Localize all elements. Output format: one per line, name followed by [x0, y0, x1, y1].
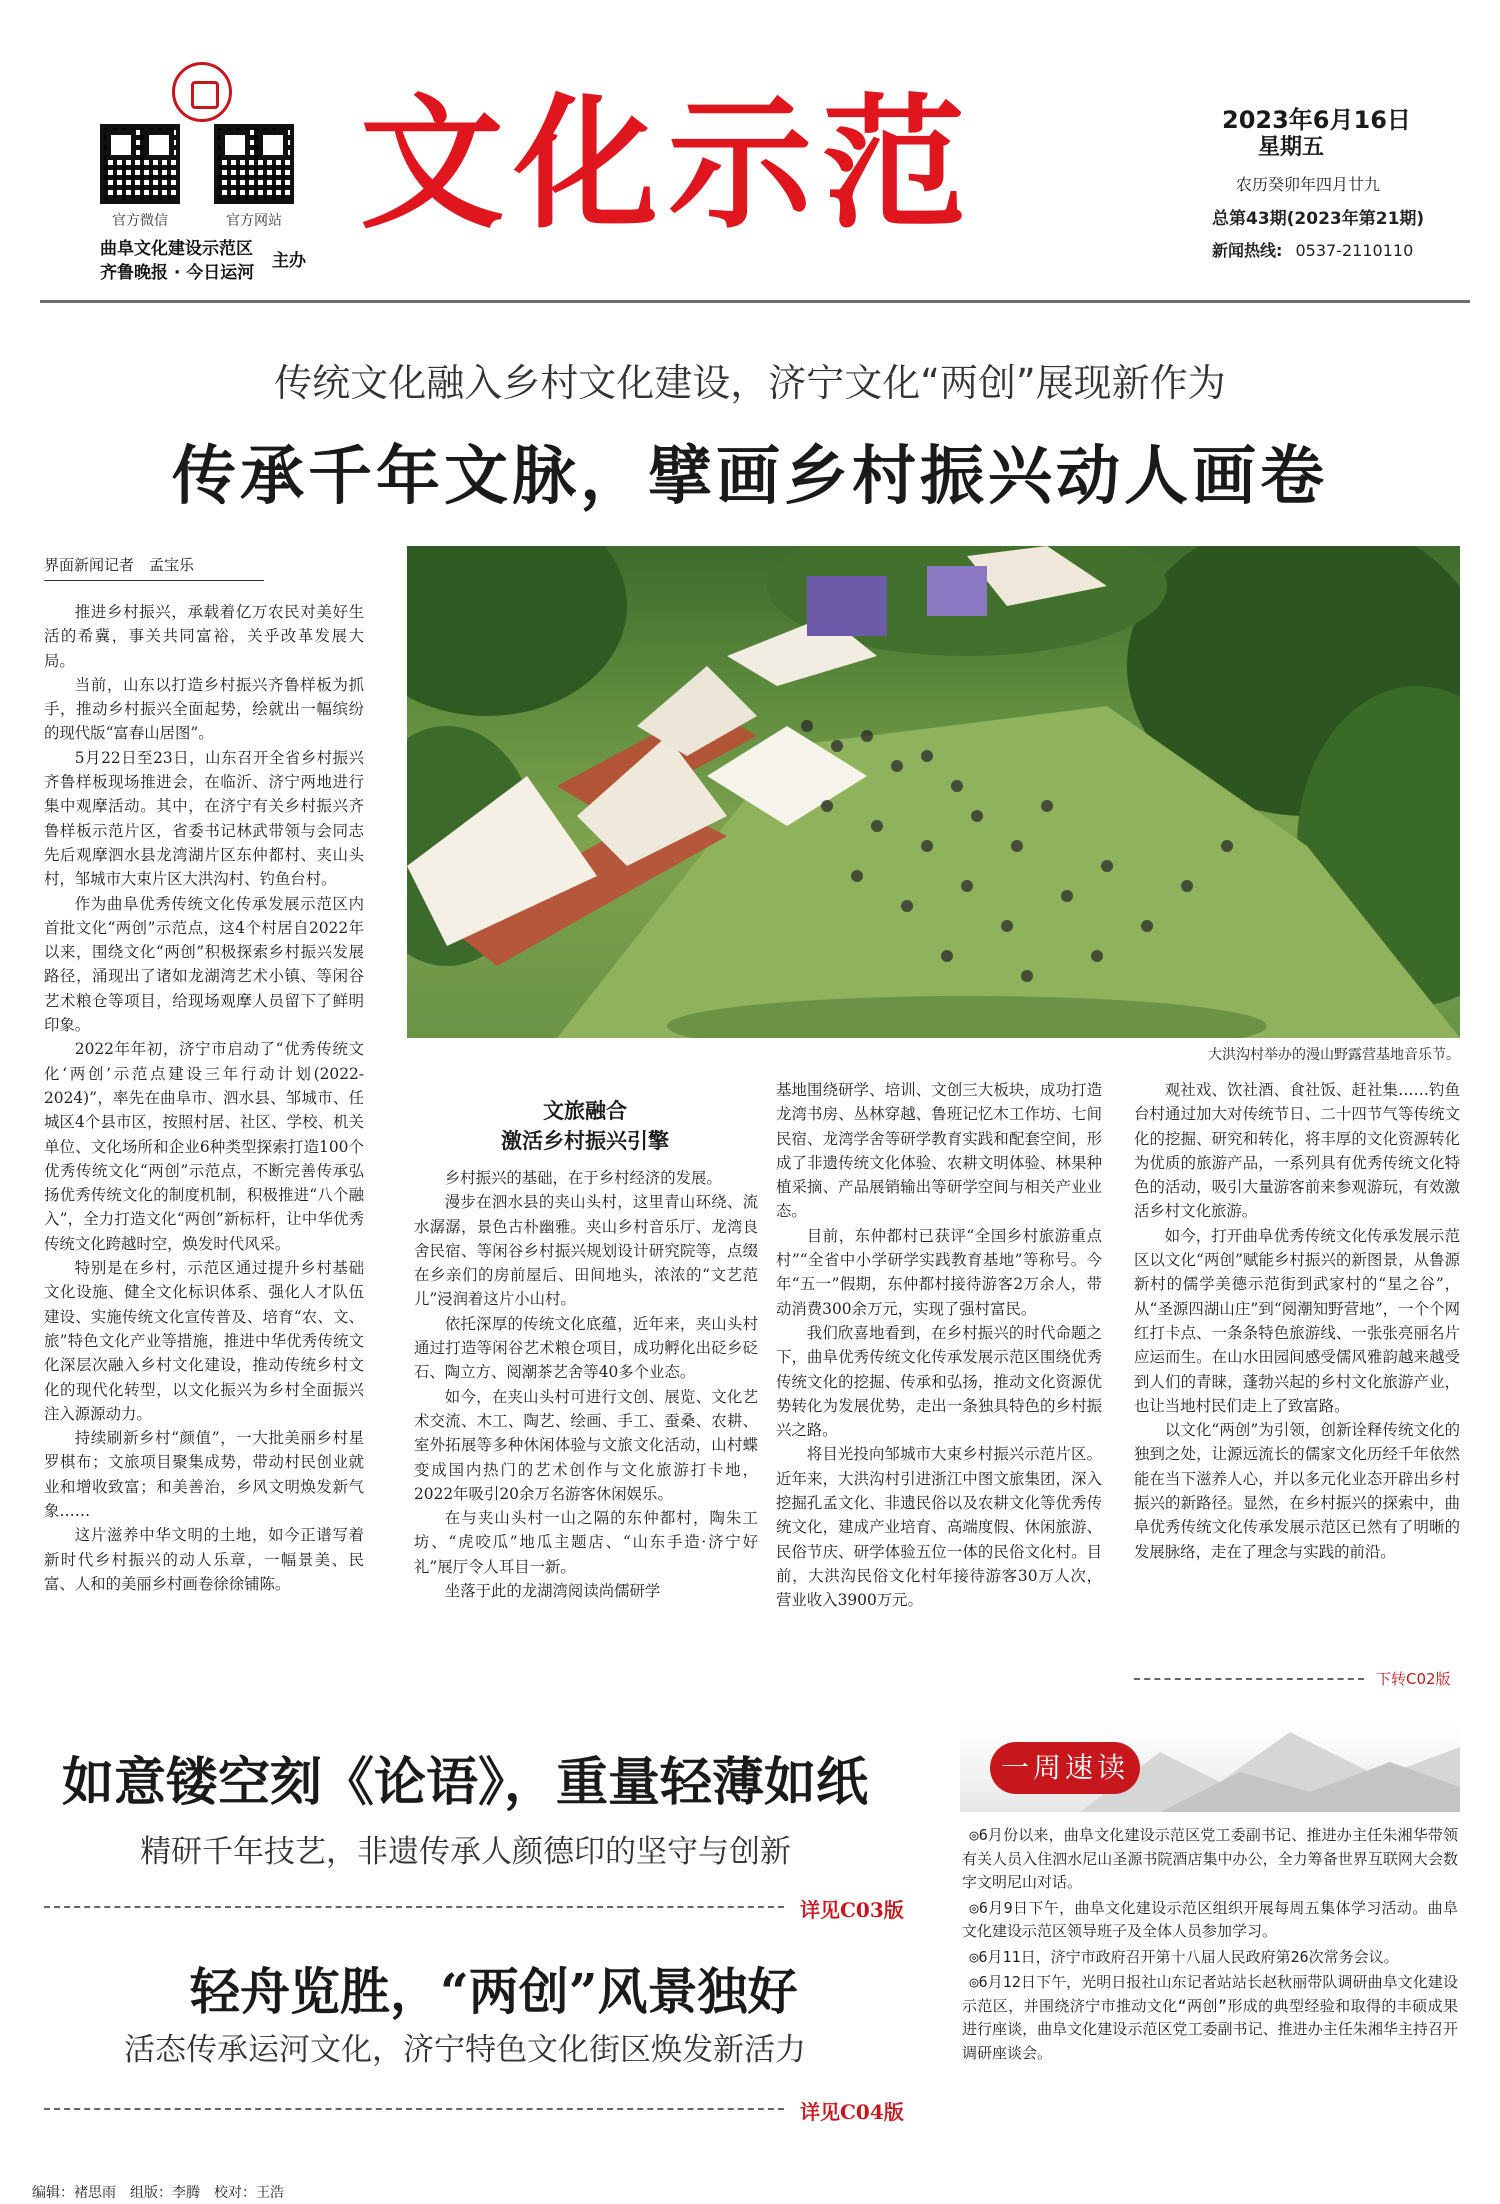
byline: 界面新闻记者 孟宝乐 — [44, 556, 195, 574]
section-subhead-line-1: 文旅融合 — [543, 1098, 627, 1123]
paragraph: 如今，打开曲阜优秀传统文化传承发展示范区以文化“两创”赋能乡村振兴的新图景，从鲁源新村的儒学美德示范街到武家村的“星之谷”，从“圣源四湖山庄”到“阅潮知野营地”，一个个网红打卡点、一条条特色旅游线、一张张亮丽名片应运而生。在山水田园间感受儒风雅韵越来越受到人们的青睐，蓬勃兴起的乡村文化旅游产业，也让当地村民们走上了致富路。 — [1134, 1226, 1460, 1415]
paragraph: 推进乡村振兴，承载着亿万农民对美好生活的希冀，事关共同富裕，关乎改革发展大局。 — [44, 603, 364, 670]
publisher-seal-icon — [172, 62, 232, 122]
paragraph: 目前，东仲都村已获评“全国乡村旅游重点村”“全省中小学研学实践教育基地”等称号。今年“五一”假期，东仲都村接待游客2万余人，带动消费300余万元，实现了强村富民。 — [776, 1226, 1102, 1318]
story2-headline[interactable]: 如意镂空刻《论语》，重量轻薄如纸 — [62, 1752, 869, 1813]
festival-photo-illustration — [407, 546, 1460, 1038]
story3-dash — [44, 2108, 784, 2110]
masthead-rule — [40, 300, 1470, 303]
paragraph: 在与夹山头村一山之隔的东仲都村，陶朱工坊、“虎咬瓜”地瓜主题店、“山东手造·济宁好礼”展厅令人耳目一新。 — [414, 1509, 758, 1576]
article-column-3 — [776, 1078, 1102, 1708]
brief-item: ◎6月11日，济宁市政府召开第十八届人民政府第26次常务会议。 — [969, 1947, 1399, 1966]
issue-weekday: 星期五 — [1258, 135, 1325, 160]
paragraph: 2022年年初，济宁市启动了“优秀传统文化‘两创’示范点建设三年行动计划(2022-2024)”，率先在曲阜市、泗水县、邹城市、任城区4个县市区，按照村居、社区、学校、机关单位、文化场所和企业6种类型探索打造100个优秀传统文化“两创”示范点，不断完善传承弘扬优秀传统文化的制度机制，积极推进“八个融入”，全力打造文化“两创”新标杆，让中华优秀传统文化跨越时空，焕发时代风采。 — [44, 1040, 364, 1253]
qr-caption-wechat: 官方微信 — [112, 213, 168, 229]
paragraph: 作为曲阜优秀传统文化传承发展示范区内首批文化“两创”示范点，这4个村居自2022年以来，围绕文化“两创”积极探索乡村振兴发展路径，涌现出了诸如龙湖湾艺术小镇、等闲谷艺术粮仓等项目，给现场观摩人员留下了鲜明印象。 — [44, 894, 364, 1035]
story3-see-link[interactable]: 详见C04版 — [800, 2100, 904, 2124]
story2-subhead: 精研千年技艺，非遗传承人颜德印的坚守与创新 — [140, 1834, 791, 1870]
editor-credits: 编辑：褚思雨 组版：李腾 校对：王浩 — [32, 2185, 284, 2201]
brief-item: ◎6月份以来，曲阜文化建设示范区党工委副书记、推进办主任朱湘华带领有关人员入住泗水尼山圣源书院酒店集中办公，全力筹备世界互联网大会数字文明尼山对话。 — [962, 1826, 1458, 1891]
lead-headline: 传承千年文脉，擘画乡村振兴动人画卷 — [172, 439, 1328, 514]
lunar-date: 农历癸卯年四月廿九 — [1236, 175, 1381, 194]
paragraph: 这片滋养中华文明的土地，如今正谱写着新时代乡村振兴的动人乐章，一幅景美、民富、人和的美丽乡村画卷徐徐铺陈。 — [44, 1526, 364, 1593]
paragraph: 如今，在夹山头村可进行文创、展览、文化艺术交流、木工、陶艺、绘画、手工、蚕桑、农耕、室外拓展等多种休闲体验与文旅文化活动，山村蝶变成国内热门的艺术创作与文化旅游打卡地，2022年吸引20余万名游客休闲娱乐。 — [414, 1387, 758, 1503]
paragraph: 将目光投向邹城市大束乡村振兴示范片区。近年来，大洪沟村引进浙江中图文旅集团，深入挖掘孔孟文化、非遗民俗以及农耕文化等优秀传统文化，建成产业培育、高端度假、休闲旅游、民俗节庆、研学体验五位一体的民俗文化村。目前，大洪沟民俗文化村年接待游客30万人次，营业收入3900万元。 — [776, 1445, 1102, 1610]
issue-number: 总第43期(2023年第21期) — [1212, 209, 1425, 229]
paragraph: 5月22日至23日，山东召开全省乡村振兴齐鲁样板现场推进会，在临沂、济宁两地进行集中观摩活动。其中，在济宁有关乡村振兴齐鲁样板示范片区，省委书记林武带领与会同志先后观摩泗水县龙湾湖片区东仲都村、夹山头村，邹城市大束片区大洪沟村、钓鱼台村。 — [44, 748, 364, 889]
byline-rule — [44, 580, 264, 581]
photo-caption: 大洪沟村举办的漫山野露营基地音乐节。 — [1208, 1047, 1460, 1063]
hotline-number: 0537-2110110 — [1295, 241, 1414, 260]
paragraph: 观社戏、饮社酒、食社饭、赶社集……钓鱼台村通过加大对传统节日、二十四节气等传统文化的挖掘、研究和转化，将丰厚的文化资源转化为优质的旅游产品，一系列具有优秀传统文化特色的活动，吸引大量游客前来参观游玩，有效激活乡村文化旅游。 — [1134, 1081, 1460, 1221]
story3-subhead: 活态传承运河文化，济宁特色文化街区焕发新活力 — [124, 2032, 806, 2068]
brief-item: ◎6月9日下午，曲阜文化建设示范区组织开展每周五集体学习活动。曲阜文化建设示范区领导班子及全体人员参加学习。 — [962, 1898, 1458, 1940]
paragraph: 以文化“两创”为引领，创新诠释传统文化的独到之处，让源远流长的儒家文化历经千年依然能在当下滋养人心，并以多元化业态开辟出乡村振兴的新路径。显然，在乡村振兴的探索中，曲阜优秀传统文化传承发展示范区已然有了明晰的发展脉络，走在了理念与实践的前沿。 — [1134, 1421, 1460, 1561]
host-line-1: 曲阜文化建设示范区 — [100, 239, 253, 259]
section-subhead — [410, 1096, 760, 1156]
host-line-2: 齐鲁晚报 · 今日运河 — [100, 263, 255, 283]
host-suffix: 主办 — [272, 251, 306, 271]
hotline-label: 新闻热线: — [1212, 241, 1283, 260]
briefs-list — [962, 1824, 1458, 2124]
turn-note[interactable]: 下转C02版 — [1376, 1670, 1451, 1688]
masthead-title: 文化示范 — [360, 80, 977, 248]
paragraph: 乡村振兴的基础，在于乡村经济的发展。 — [444, 1169, 722, 1187]
article-column-1 — [44, 600, 364, 1708]
lead-kicker: 传统文化融入乡村文化建设，济宁文化“两创”展现新作为 — [274, 361, 1226, 405]
paragraph: 依托深厚的传统文化底蕴，近年来，夹山头村通过打造等闲谷艺术粮仓项目，成功孵化出砭乡砭石、陶立方、阅潮茶艺舍等40多个业态。 — [414, 1314, 758, 1382]
paragraph: 我们欣喜地看到，在乡村振兴的时代命题之下，曲阜优秀传统文化传承发展示范区围绕优秀传统文化的挖掘、传承和弘扬，推动文化资源优势转化为发展优势，走出一条独具特色的乡村振兴之路。 — [776, 1323, 1102, 1440]
paragraph: 持续刷新乡村“颜值”，一大批美丽乡村星罗棋布；文旅项目聚集成势，带动村民创业就业和增收致富；和美善治，乡风文明焕发新气象…… — [44, 1429, 364, 1520]
paragraph: 当前，山东以打造乡村振兴齐鲁样板为抓手，推动乡村振兴全面起势，绘就出一幅缤纷的现代版“富春山居图”。 — [44, 675, 364, 743]
qr-code-wechat-icon[interactable] — [100, 124, 180, 204]
story3-headline[interactable]: 轻舟览胜，“两创”风景独好 — [190, 1962, 798, 2021]
briefs-tag: 一周速读 — [990, 1742, 1140, 1794]
story2-dash — [44, 1906, 784, 1908]
issue-date: 2023年6月16日 — [1222, 106, 1411, 134]
paragraph: 特别是在乡村，示范区通过提升乡村基础文化设施、健全文化标识体系、强化人才队伍建设、实施传统文化宣传普及、培育“农、文、旅”特色文化产业等措施，推进中华优秀传统文化深层次融入乡村文化建设，推动传统乡村文化的现代化转型，以文化振兴为乡村全面振兴注入源源动力。 — [44, 1259, 364, 1423]
turn-dash — [1134, 1678, 1364, 1680]
briefs-header — [960, 1722, 1460, 1812]
article-column-2 — [414, 1166, 758, 1708]
paragraph: 坐落于此的龙湖湾阅读尚儒研学 — [444, 1582, 661, 1601]
hotline — [1212, 238, 1413, 261]
festival-photo — [407, 546, 1460, 1038]
brief-item: ◎6月12日下午，光明日报社山东记者站站长赵秋丽带队调研曲阜文化建设示范区，并围绕济宁市推动文化“两创”形成的典型经验和取得的丰硕成果进行座谈，曲阜文化建设示范区党工委副书记、推进办主任朱湘华主持召开调研座谈会。 — [962, 1973, 1458, 2062]
story2-see-link[interactable]: 详见C03版 — [800, 1898, 904, 1922]
section-subhead-line-2: 激活乡村振兴引擎 — [501, 1128, 669, 1153]
article-column-4 — [1134, 1078, 1460, 1668]
qr-code-website-icon[interactable] — [214, 124, 294, 204]
paragraph: 基地围绕研学、培训、文创三大板块，成功打造龙湾书房、丛林穿越、鲁班记忆木工作坊、七间民宿、龙湾学舍等研学教育实践和配套空间，形成了非遗传统文化体验、农耕文明体验、林果种植采摘、产品展销输出等研学空间与相关产业业态。 — [776, 1081, 1102, 1221]
qr-caption-website: 官方网站 — [226, 213, 282, 229]
paragraph: 漫步在泗水县的夹山头村，这里青山环绕、流水潺潺，景色古朴幽雅。夹山乡村音乐厅、龙湾良舍民宿、等闲谷乡村振兴规划设计研究院等，点缀在乡亲们的房前屋后、田间地头，浓浓的“文艺范儿”浸润着这片小山村。 — [414, 1193, 758, 1309]
